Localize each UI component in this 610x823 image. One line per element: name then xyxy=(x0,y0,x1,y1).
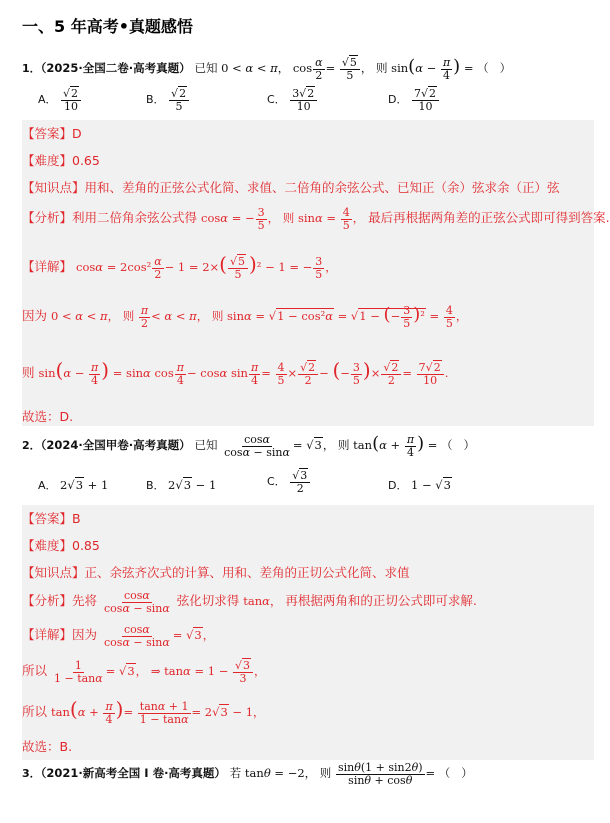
analysis: 【分析】先将 $\frac{\cos\alpha}{\cos\alpha - \sin\alpha}$ 弦化切求得 tanα， 再根据两角和的正切公式即可求解. xyxy=(22,589,477,615)
detail-step-2: 所以 $\frac{1}{1 - \tan\alpha}$ = √3， ⇒ tanα = 1 − $\frac{√3}{3}$ ， xyxy=(22,659,266,685)
option-d[interactable]: D． $\frac{7√2}{10}$ xyxy=(388,88,440,112)
detail-step-3: 所以 tan(α + $\frac{\pi}{4}$ )= $\frac{\tan\alpha + 1}{1 - \tan\alpha}$ = 2√3 − 1， xyxy=(22,697,265,726)
option-a[interactable]: A． $\frac{√2}{10}$ xyxy=(38,88,82,112)
answer-label: 【答案】D xyxy=(22,126,82,141)
detail-step-2: 因为 0 < α < π， 则 $\frac{\pi}{2}$ < α < π， 则 sinα = √1 − cos²α = √1 − (− $\frac{3}{5}$ )² = $\frac{4}{5}$ ， xyxy=(22,303,468,330)
option-c[interactable]: C． $\frac{√3}{2}$ xyxy=(267,470,311,494)
question-2-stem: 2．（2024·全国甲卷·高考真题） 已知 $\frac{\cos\alpha}{\cos\alpha - \sin\alpha}$ = √3， 则 tan(α + $\frac{\pi}{4}$ ) = （ ） xyxy=(22,432,476,459)
section-title: 一、5 年高考•真题感悟 xyxy=(22,17,193,36)
difficulty-label: 【难度】0.85 xyxy=(22,538,100,553)
option-d[interactable]: D． 1 − √3 xyxy=(388,478,451,492)
detail-step-3: 则 sin(α − $\frac{\pi}{4}$ ) = sinα cos $\frac{\pi}{4}$ − cosα sin $\frac{\pi}{4}$ = $\frac{4}{5}$ × $\frac{√2}{2}$ − (− $\frac{3}{5}$ )× $\frac{√2}{2}$ = $\frac{7√2}{10}$ . xyxy=(22,358,449,387)
option-b[interactable]: B． 2√3 − 1 xyxy=(146,478,217,492)
question-source: （2024·全国甲卷·高考真题） xyxy=(40,438,191,452)
option-a[interactable]: A． 2√3 + 1 xyxy=(38,478,109,492)
question-source: （2025·全国二卷·高考真题） xyxy=(40,61,191,75)
knowledge-point: 【知识点】正、余弦齐次式的计算、用和、差角的正切公式化简、求值 xyxy=(22,565,410,580)
question-number: 2． xyxy=(22,439,41,452)
question-1-stem: 1．（2025·全国二卷·高考真题） 已知 0 < α < π， cos $\frac{\alpha}{2}$ = $\frac{√5}{5}$ ， 则 sin(α − $\frac{\pi}{4}$ ) = （ ） xyxy=(22,55,512,82)
difficulty-label: 【难度】0.65 xyxy=(22,153,100,168)
answer-label: 【答案】B xyxy=(22,511,81,526)
question-number: 1． xyxy=(22,62,41,75)
question-number: 3． xyxy=(22,767,41,781)
question-source: （2021·新高考全国 Ⅰ 卷·高考真题） xyxy=(40,766,226,781)
choose-label: 故选：B. xyxy=(22,739,73,754)
option-b[interactable]: B． $\frac{√2}{5}$ xyxy=(146,88,190,112)
option-c[interactable]: C． $\frac{3√2}{10}$ xyxy=(267,88,318,112)
analysis: 【分析】利用二倍角余弦公式得 cosα = − $\frac{3}{5}$ ， 则 sinα = $\frac{4}{5}$ ， 最后再根据两角差的正弦公式即可得到答案. xyxy=(22,206,610,232)
question-3-stem: 3．（2021·新高考全国 Ⅰ 卷·高考真题） 若 tanθ = −2， 则 $\frac{\sin\theta(1 + \sin 2\theta)}{\sin\theta + \cos\theta}$ = （ ） xyxy=(22,761,473,787)
knowledge-point: 【知识点】用和、差角的正弦公式化简、求值、二倍角的余弦公式、已知正（余）弦求余（正）弦 xyxy=(22,180,560,195)
choose-label: 故选：D. xyxy=(22,409,74,424)
detail-step-1: 【详解】因为 $\frac{\cos\alpha}{\cos\alpha - \sin\alpha}$ = √3， xyxy=(22,623,215,649)
detail-step-1: 【详解】 cosα = 2cos² $\frac{\alpha}{2}$ − 1 = 2×( $\frac{√5}{5}$ )² − 1 = − $\frac{3}{5}$ ， xyxy=(22,252,337,281)
